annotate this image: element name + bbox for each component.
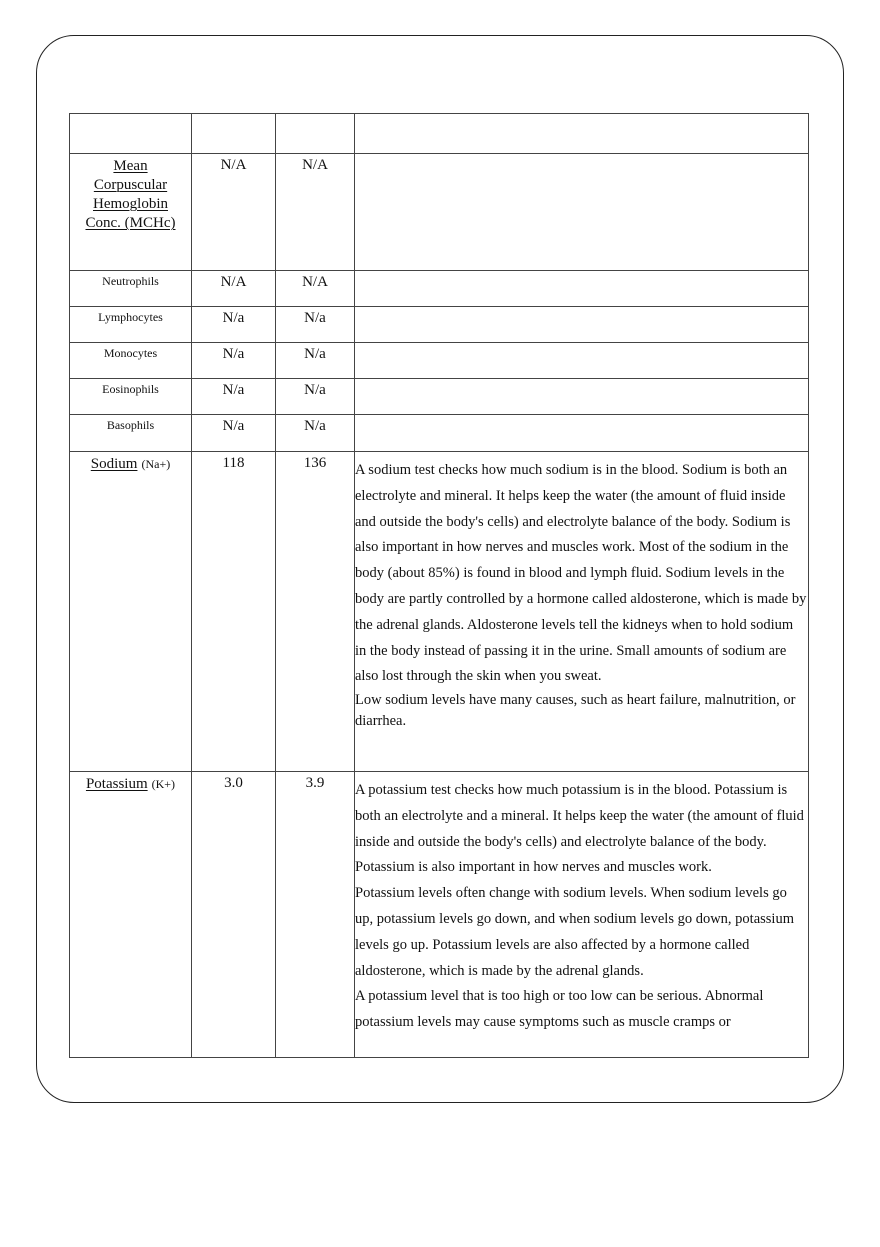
table-row — [70, 379, 809, 415]
description-cell — [355, 154, 809, 271]
value-cell — [192, 154, 276, 271]
value-cell — [192, 343, 276, 379]
value: N/a — [222, 310, 245, 326]
description-cell — [355, 307, 809, 343]
value-cell — [276, 307, 355, 343]
value: N/a — [222, 382, 245, 398]
test-name-cell — [70, 307, 192, 343]
test-name-monocytes: Monocytes — [103, 346, 158, 360]
value-cell — [276, 415, 355, 452]
description-cell — [355, 415, 809, 452]
value: N/A — [220, 157, 247, 173]
value-cell — [192, 452, 276, 772]
description-cell — [355, 772, 809, 1058]
value: N/a — [222, 346, 245, 362]
table-row — [70, 307, 809, 343]
value: 3.9 — [305, 775, 325, 791]
test-name-mchc: Mean Corpuscular Hemoglobin Conc. (MCHc) — [85, 158, 176, 231]
value: N/a — [304, 382, 326, 398]
table-row — [70, 154, 809, 271]
table-row — [70, 452, 809, 772]
value-cell — [276, 343, 355, 379]
value: N/A — [302, 274, 328, 290]
lab-results-table — [69, 113, 809, 1058]
value-cell — [192, 772, 276, 1058]
value-cell — [276, 154, 355, 271]
table-row — [70, 772, 809, 1058]
value: N/A — [220, 274, 247, 290]
value: N/a — [304, 310, 326, 326]
test-name-eosinophils: Eosinophils — [102, 382, 159, 396]
value-cell — [192, 114, 276, 154]
test-name-cell — [70, 379, 192, 415]
value: 118 — [222, 455, 245, 471]
value: 136 — [303, 455, 327, 471]
value: N/a — [304, 346, 326, 362]
table-row — [70, 114, 809, 154]
description-cell — [355, 114, 809, 154]
description-cell — [355, 343, 809, 379]
description-paragraph: Potassium levels often change with sodium levels. When sodium levels go up, potassium levels go down, and when sodium levels go down, potassium levels go up. Potassium levels are also affected by a hormone called aldosterone, which is made by the adrenal glands. — [355, 885, 794, 979]
test-name-neutrophils: Neutrophils — [102, 274, 159, 288]
test-name-cell — [70, 343, 192, 379]
value-cell — [192, 271, 276, 307]
test-name-sodium: Sodium — [90, 456, 138, 472]
description-cell — [355, 379, 809, 415]
test-name-cell — [70, 154, 192, 271]
test-name-cell — [70, 452, 192, 772]
value-cell — [276, 379, 355, 415]
value-cell — [276, 114, 355, 154]
value: 3.0 — [224, 775, 243, 791]
value-cell — [276, 772, 355, 1058]
test-symbol: (Na+) — [141, 457, 171, 471]
value-cell — [192, 379, 276, 415]
table-row — [70, 415, 809, 452]
test-name-lymphocytes: Lymphocytes — [98, 310, 163, 324]
value: N/a — [304, 418, 326, 434]
value: N/A — [302, 157, 328, 173]
test-symbol: (K+) — [151, 777, 176, 791]
description-paragraph: Low sodium levels have many causes, such as heart failure, malnutrition, or diarrhea. — [355, 692, 796, 730]
test-name-cell — [70, 772, 192, 1058]
test-name-cell — [70, 114, 192, 154]
value-cell — [192, 415, 276, 452]
value: N/a — [222, 418, 245, 434]
description-paragraph: A sodium test checks how much sodium is in the blood. Sodium is both an electrolyte and mineral. It helps keep the water (the amount of fluid inside and outside the body's cells) and electrolyte balance of the body. Sodium is also important in how nerves and muscles work. Most of the sodium in the body (about 85%) is found in blood and lymph fluid. Sodium levels in the body are partly controlled by a hormone called aldosterone, which is made by the adrenal glands. Aldosterone levels tell the kidneys when to hold sodium in the body instead of passing it in the urine. Small amounts of sodium are also lost through the skin when you sweat. — [355, 462, 807, 685]
table-row — [70, 343, 809, 379]
value-cell — [192, 307, 276, 343]
value-cell — [276, 452, 355, 772]
test-name-cell — [70, 415, 192, 452]
table-row — [70, 271, 809, 307]
description-cell — [355, 452, 809, 772]
test-name-basophils: Basophils — [106, 418, 155, 432]
description-paragraph: A potassium level that is too high or too low can be serious. Abnormal potassium levels may cause symptoms such as muscle cramps or — [355, 988, 764, 1031]
description-cell — [355, 271, 809, 307]
test-name-cell — [70, 271, 192, 307]
description-paragraph: A potassium test checks how much potassium is in the blood. Potassium is both an electrolyte and a mineral. It helps keep the water (the amount of fluid inside and outside the body's cells) and electrolyte balance of the body. Potassium is also important in how nerves and muscles work. — [355, 782, 804, 876]
test-name-potassium: Potassium — [85, 776, 148, 792]
value-cell — [276, 271, 355, 307]
